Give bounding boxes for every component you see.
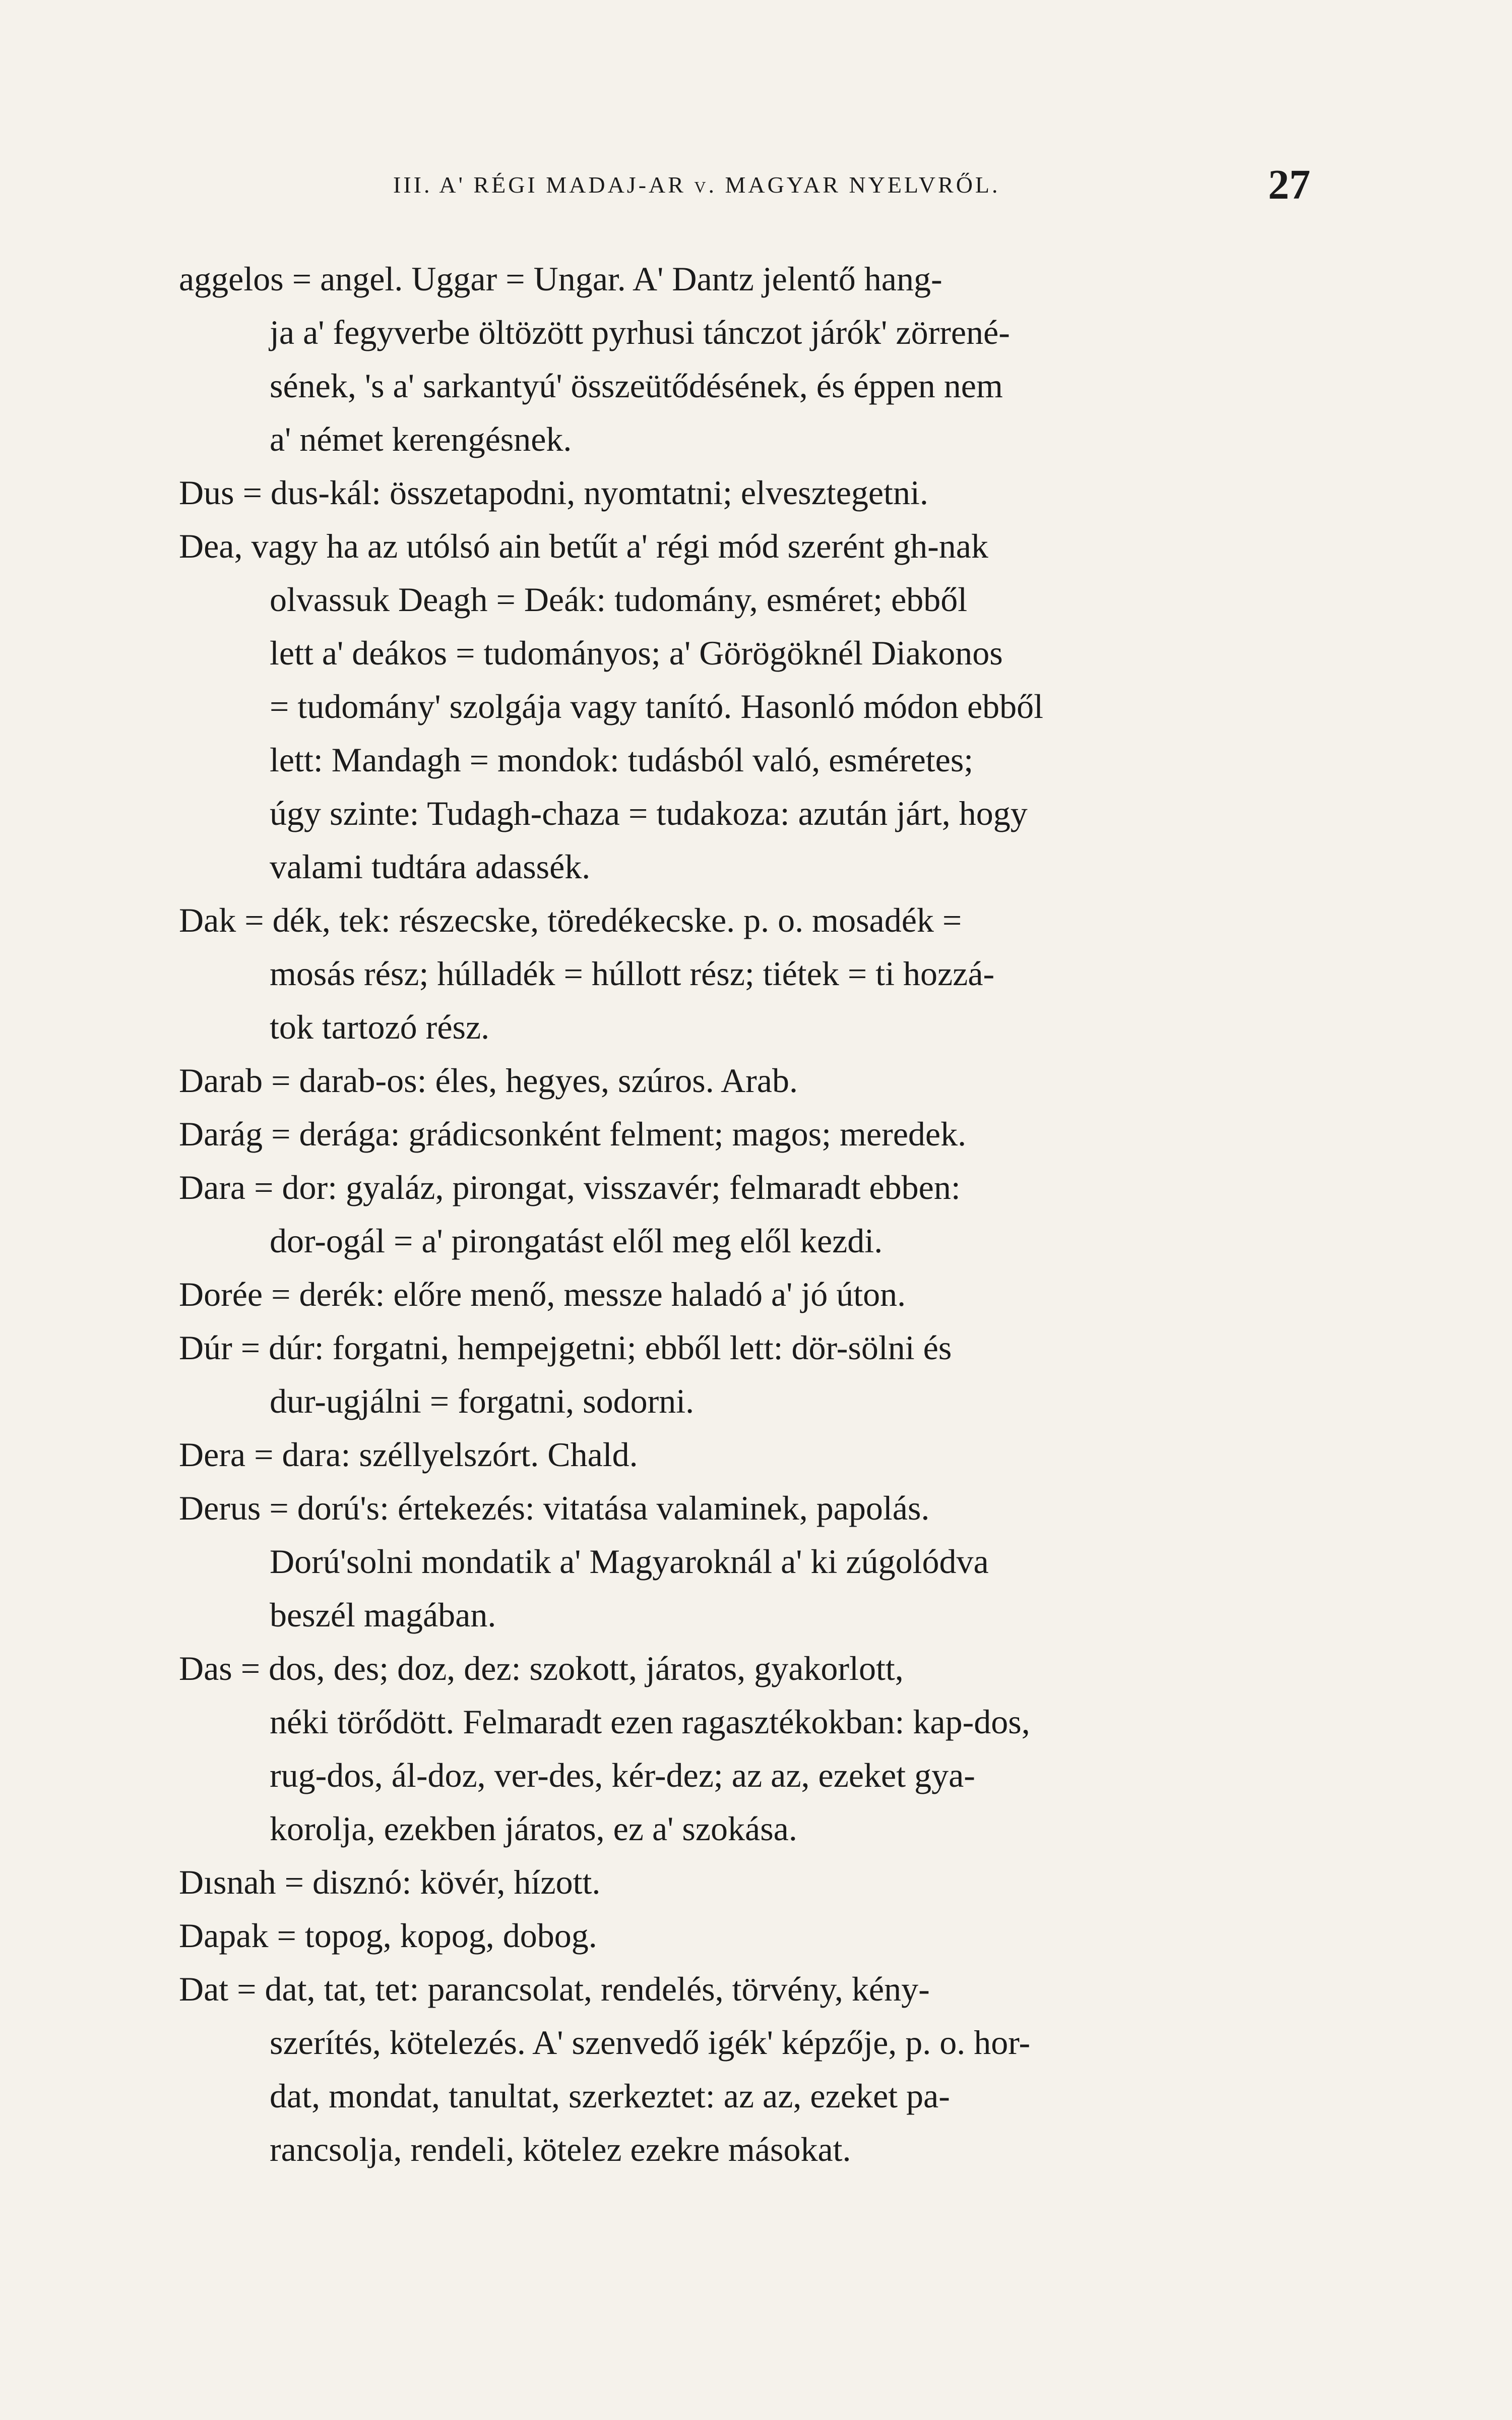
entry-dapak [179, 1909, 1313, 1962]
text-line: dat, mondat, tanultat, szerkeztet: az az, ezeket pa- [270, 2077, 950, 2115]
text-line: Darab = darab-os: éles, hegyes, szúros. Arab. [179, 1061, 798, 1100]
entry-dur [179, 1321, 1313, 1428]
text-line: rug-dos, ál-doz, ver-des, kér-dez; az az, ezeket gya- [270, 1756, 975, 1794]
entry-darab [179, 1054, 1313, 1107]
text-line: mosás rész; húlladék = húllott rész; tiétek = ti hozzá- [270, 954, 995, 993]
entry-darag [179, 1107, 1313, 1161]
text-line: Dus = dus-kál: összetapodni, nyomtatni; elvesztegetni. [179, 473, 928, 512]
text-line: úgy szinte: Tudagh-chaza = tudakoza: azután járt, hogy [270, 794, 1028, 832]
text-line: Darág = derága: grádicsonként felment; magos; meredek. [179, 1115, 967, 1153]
text-line: korolja, ezekben járatos, ez a' szokása. [270, 1809, 797, 1848]
text-line: Dat = dat, tat, tet: parancsolat, rendelés, törvény, kény- [179, 1970, 930, 2008]
text-line: olvassuk Deagh = Deák: tudomány, esméret; ebből [270, 580, 968, 619]
entry-dak [179, 893, 1313, 1054]
text-line: beszél magában. [270, 1596, 496, 1634]
running-head: III. A' RÉGI MADAJ-AR v. MAGYAR NYELVRŐL. [393, 172, 1000, 198]
text-line: ja a' fegyverbe öltözött pyrhusi tánczot járók' zörrené- [270, 313, 1010, 351]
entry-derus [179, 1481, 1313, 1642]
text-line: valami tudtára adassék. [270, 848, 591, 886]
text-line: lett a' deákos = tudományos; a' Görögöknél Diakonos [270, 634, 1003, 672]
text-line: dor-ogál = a' pirongatást elől meg elől kezdi. [270, 1222, 883, 1260]
text-line: Dara = dor: gyaláz, pirongat, visszavér; felmaradt ebben: [179, 1168, 961, 1206]
text-line: a' német kerengésnek. [270, 420, 572, 458]
text-line: dur-ugjálni = forgatni, sodorni. [270, 1382, 695, 1420]
text-line: Das = dos, des; doz, dez: szokott, járatos, gyakorlott, [179, 1649, 904, 1687]
entry-das [179, 1642, 1313, 1855]
text-line: Dapak = topog, kopog, dobog. [179, 1916, 597, 1955]
text-line: Dera = dara: széllyelszórt. Chald. [179, 1435, 638, 1474]
entry-dea [179, 519, 1313, 893]
text-line: sének, 's a' sarkantyú' összeütődésének, és éppen nem [270, 367, 1003, 405]
page-number: 27 [1268, 161, 1310, 208]
page-body [179, 252, 1313, 2176]
entry-doree [179, 1267, 1313, 1321]
entry-dus [179, 466, 1313, 519]
entry-disnah [179, 1855, 1313, 1909]
text-line: Dorú'solni mondatik a' Magyaroknál a' ki zúgolódva [270, 1542, 989, 1581]
entry-dara [179, 1161, 1313, 1267]
text-line: szerítés, kötelezés. A' szenvedő igék' képzője, p. o. hor- [270, 2023, 1031, 2062]
text-line: tok tartozó rész. [270, 1008, 490, 1046]
entry-dantz [179, 252, 1313, 466]
text-line: néki törődött. Felmaradt ezen ragasztékokban: kap-dos, [270, 1703, 1030, 1741]
text-line: Dea, vagy ha az utólsó ain betűt a' régi mód szerént gh-nak [179, 527, 988, 565]
text-line: aggelos = angel. Uggar = Ungar. A' Dantz jelentő hang- [179, 260, 942, 298]
text-line: lett: Mandagh = mondok: tudásból való, esméretes; [270, 741, 974, 779]
text-line: Derus = dorú's: értekezés: vitatása valaminek, papolás. [179, 1489, 930, 1527]
text-line: Dorée = derék: előre menő, messze haladó a' jó úton. [179, 1275, 906, 1313]
text-line: Dúr = dúr: forgatni, hempejgetni; ebből lett: dör-sölni és [179, 1328, 952, 1367]
text-line: Dısnah = disznó: kövér, hízott. [179, 1863, 601, 1901]
entry-dat [179, 1962, 1313, 2176]
page-header [393, 160, 1310, 206]
text-line: Dak = dék, tek: részecske, töredékecske. p. o. mosadék = [179, 901, 962, 939]
text-line: = tudomány' szolgája vagy tanító. Hasonló módon ebből [270, 687, 1044, 725]
entry-dera [179, 1428, 1313, 1481]
text-line: rancsolja, rendeli, kötelez ezekre másokat. [270, 2130, 851, 2168]
